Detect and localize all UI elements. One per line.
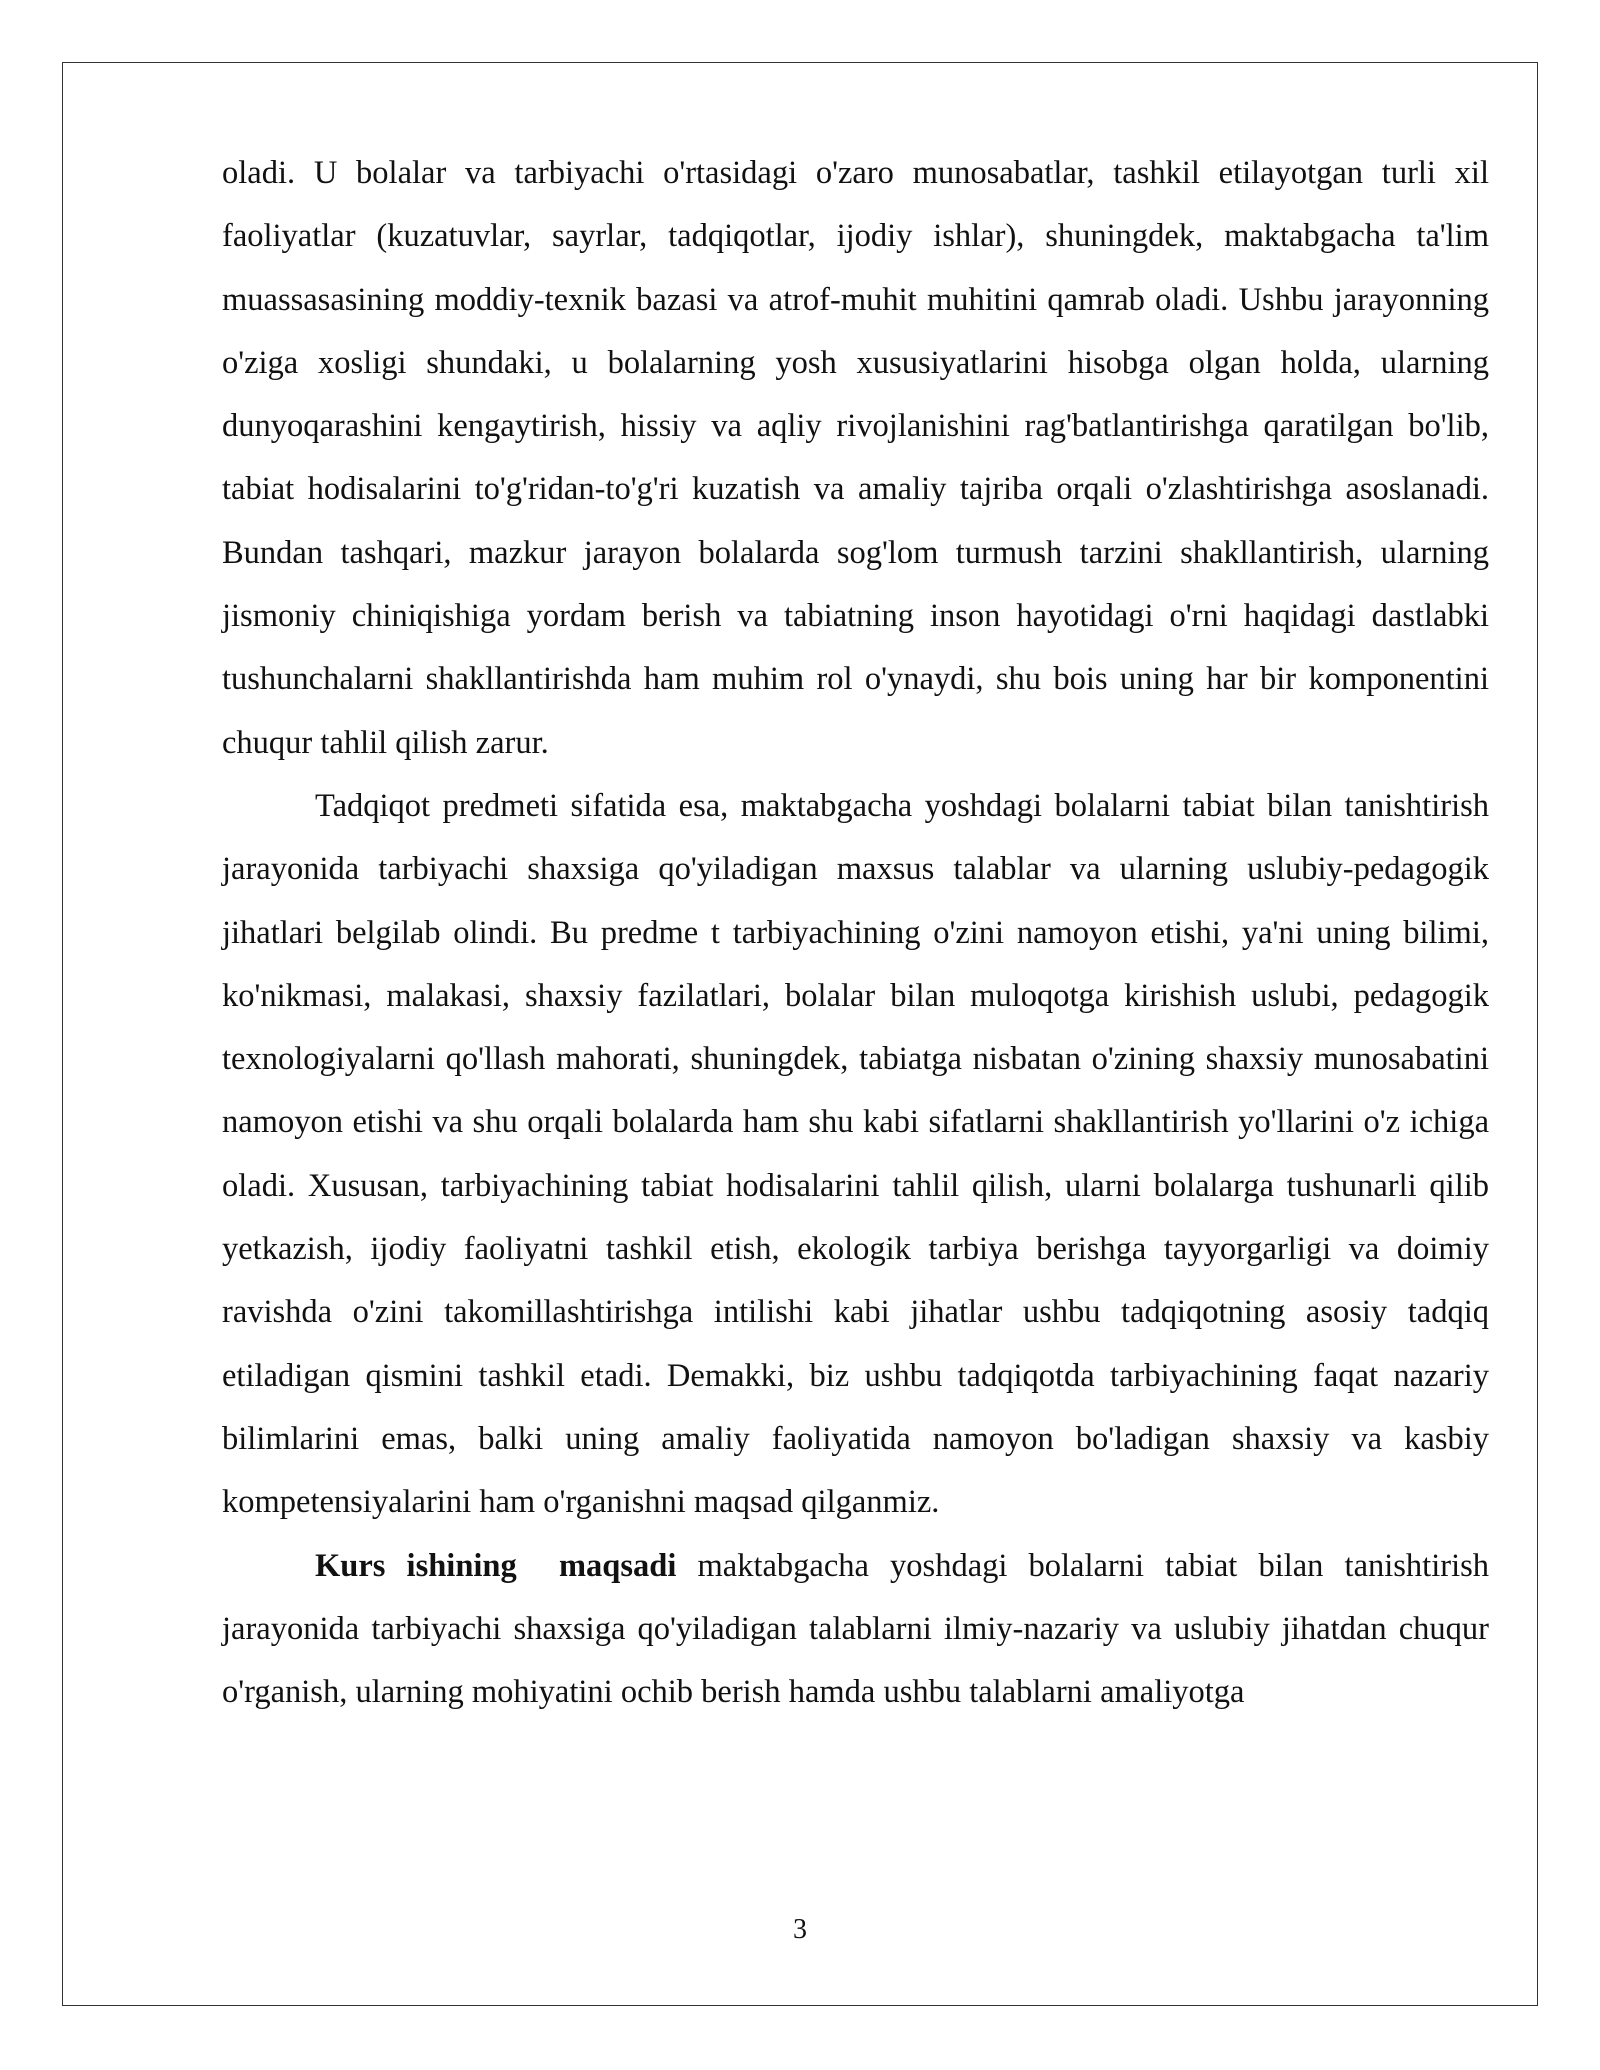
paragraph-research-subject (222, 775, 1489, 1535)
paragraph-course-goal (222, 1535, 1489, 1725)
page-number: 3 (793, 1914, 807, 1945)
course-goal-heading: Kurs ishining maqsadi (315, 1547, 677, 1584)
paragraph-text: maktabgacha yoshdagi bolalarni tabiat bilan tanishtirish jarayonida tarbiyachi shaxsiga qo'yiladigan talablarni ilmiy-nazariy va uslubiy jihatdan chuqur o'rganish, ularning mohiyatini ochib berish hamda ushbu talablarni amaliyotga (222, 1547, 1489, 1711)
paragraph-text: oladi. U bolalar va tarbiyachi o'rtasidagi o'zaro munosabatlar, tashkil etilayotgan turli xil faoliyatlar (kuzatuvlar, sayrlar, tadqiqotlar, ijodiy ishlar), shuningdek, maktabgacha ta'lim muassasasining moddiy-texnik bazasi va atrof-muhit muhitini qamrab oladi. Ushbu jarayonning o'ziga xosligi shundaki, u bolalarning yosh xususiyatlarini hisobga olgan holda, ularning dunyoqarashini kengaytirish, hissiy va aqliy rivojlanishini rag'batlantirishga qaratilgan bo'lib, tabiat hodisalarini to'g'ridan-to'g'ri kuzatish va amaliy tajriba orqali o'zlashtirishga asoslanadi. Bundan tashqari, mazkur jarayon bolalarda sog'lom turmush tarzini shakllantirish, ularning jismoniy chiniqishiga yordam berish va tabiatning inson hayotidagi o'rni haqidagi dastlabki tushunchalarni shakllantirishda ham muhim rol o'ynaydi, shu bois uning har bir komponentini chuqur tahlil qilish zarur. (222, 155, 1489, 761)
paragraph-object-description (222, 142, 1489, 775)
document-body (222, 142, 1489, 1724)
paragraph-text: Tadqiqot predmeti sifatida esa, maktabgacha yoshdagi bolalarni tabiat bilan tanishtirish jarayonida tarbiyachi shaxsiga qo'yiladigan maxsus talablar va ularning uslubiy-pedagogik jihatlari belgilab olindi. Bu predme t tarbiyachining o'zini namoyon etishi, ya'ni uning bilimi, ko'nikmasi, malakasi, shaxsiy fazilatlari, bolalar bilan muloqotga kirishish uslubi, pedagogik texnologiyalarni qo'llash mahorati, shuningdek, tabiatga nisbatan o'zining shaxsiy munosabatini namoyon etishi va shu orqali bolalarda ham shu kabi sifatlarni shakllantirish yo'llarini o'z ichiga oladi. Xususan, tarbiyachining tabiat hodisalarini tahlil qilish, ularni bolalarga tushunarli qilib yetkazish, ijodiy faoliyatni tashkil etish, ekologik tarbiya berishga tayyorgarligi va doimiy ravishda o'zini takomillashtirishga intilishi kabi jihatlar ushbu tadqiqotning asosiy tadqiq etiladigan qismini tashkil etadi. Demakki, biz ushbu tadqiqotda tarbiyachining faqat nazariy bilimlarini emas, balki uning amaliy faoliyatida namoyon bo'ladigan shaxsiy va kasbiy kompetensiyalarini ham o'rganishni maqsad qilganmiz. (222, 787, 1489, 1521)
